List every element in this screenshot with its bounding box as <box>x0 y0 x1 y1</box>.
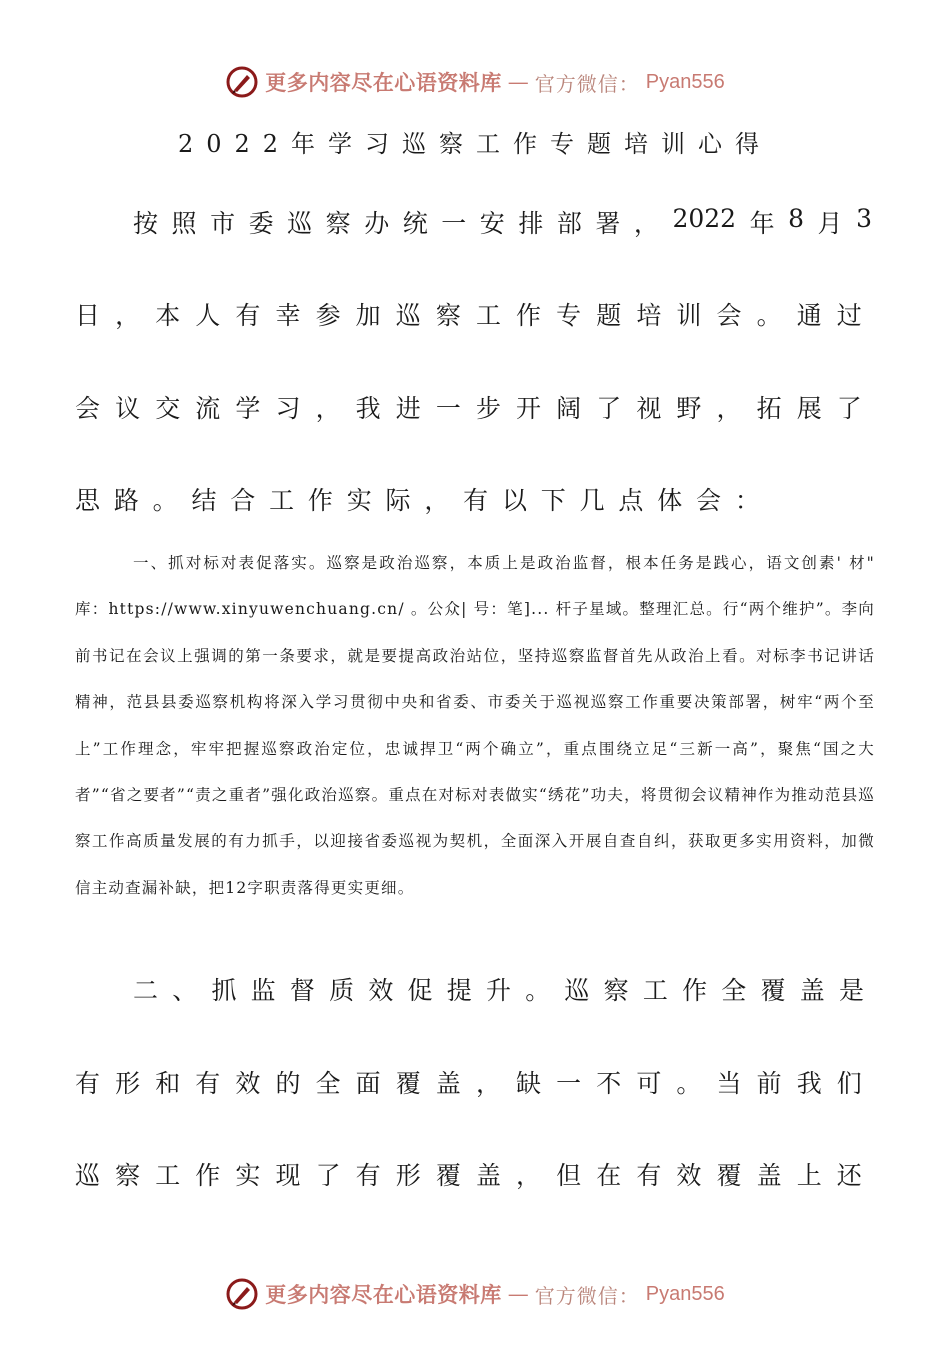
p1-line-4-glyph: 结 <box>191 486 217 515</box>
p1-line-2-glyph: 本 <box>155 301 181 330</box>
p3-line-1-glyph: 工 <box>642 976 668 1005</box>
p3-line-3-glyph: 现 <box>275 1161 301 1190</box>
p1-line-2-glyph: 参 <box>315 301 341 330</box>
p1-line-1-glyph: 按 <box>133 209 159 238</box>
p1-line-1-glyph: 3 <box>856 204 872 233</box>
p1-line-2-glyph: 题 <box>596 301 622 330</box>
p1-line-2-glyph: 训 <box>676 301 702 330</box>
p1-line-3-glyph: 了 <box>596 394 622 423</box>
p3-line-3-glyph: 实 <box>235 1161 261 1190</box>
p1-line-1-glyph: ， <box>633 209 659 238</box>
p1-line-1-glyph: 照 <box>171 209 197 238</box>
banner-wechat-label: 官方微信： <box>534 1283 640 1308</box>
p1-line-2-glyph: 过 <box>836 301 862 330</box>
p1-line-3-glyph: 一 <box>435 394 461 423</box>
p3-line-3-glyph: 上 <box>796 1161 822 1190</box>
pen-logo-icon <box>225 65 259 99</box>
p1-line-4-glyph: ： <box>734 486 760 515</box>
banner-dash: — <box>507 70 529 94</box>
p3-line-3-glyph: ， <box>516 1161 542 1190</box>
p1-line-1-glyph: 8 <box>788 204 805 233</box>
p1-line-4-glyph: 会 <box>696 486 722 515</box>
p3-line-3-glyph: 工 <box>155 1161 181 1190</box>
p3-line-2-glyph: 不 <box>596 1069 622 1098</box>
p1-line-1-glyph: 察 <box>325 209 351 238</box>
p1-line-4-glyph: 下 <box>540 486 566 515</box>
paragraph-one: 一、抓对标对表促落实。巡察是政治巡察，本质上是政治监督，根本任务是践心，语文创素' 材" 库：https://www.xinyuwenchuang.cn/ 。公众| 号：笔]... 杆子星域。整理汇总。行“两个维护”。李向前书记在会议上强调的第一条要求，就是要提高政治站位，坚持巡察监督首先从政治上看。对标李书记讲话精神，范县县委巡察机构将深入学习贯彻中央和省委、市委关于巡视巡察工作重要决策部署，树牢“两个至上”工作理念，牢牢把握巡察政治定位，忠诚捍卫“两个确立”，重点围绕立足“三新一高”，聚焦“国之大者”“省之要者”“责之重者”强化政治巡察。重点在对标对表做实“绣花”功夫，将贯彻会议精神作为推动范县巡察工作高质量发展的有力抓手，以迎接省委巡视为契机，全面深入开展自查自纠，获取更多实用资料，加微信主动查漏补缺，把12字职责落得更实更细。 <box>75 554 875 897</box>
p3-line-3-glyph: 但 <box>556 1161 582 1190</box>
p3-line-1-glyph: 全 <box>721 976 747 1005</box>
p1-line-4-glyph: 合 <box>230 486 256 515</box>
p3-line-1-glyph: 覆 <box>760 976 786 1005</box>
p1-line-1-glyph: 市 <box>210 209 236 238</box>
pen-logo-icon <box>225 1277 259 1311</box>
banner-dash: — <box>507 1282 529 1306</box>
p1-line-2-glyph: 日 <box>75 301 101 330</box>
p1-line-2 <box>75 296 875 332</box>
p1-line-3-glyph: 会 <box>75 394 101 423</box>
p1-line-3-glyph: ， <box>716 394 742 423</box>
p3-line-1-glyph: 效 <box>368 976 394 1005</box>
p3-line-2-glyph: 全 <box>315 1069 341 1098</box>
p1-line-4-glyph: 有 <box>463 486 489 515</box>
p1-line-2-glyph: 。 <box>756 301 782 330</box>
p1-line-3-glyph: 拓 <box>756 394 782 423</box>
p3-line-2-glyph: 前 <box>756 1069 782 1098</box>
banner-wechat-id: Pyan556 <box>645 1282 725 1305</box>
p3-line-3-glyph: 作 <box>195 1161 221 1190</box>
p3-line-3-glyph: 在 <box>596 1161 622 1190</box>
p3-line-3 <box>75 1156 875 1192</box>
p3-line-1-glyph: 督 <box>289 976 315 1005</box>
p1-line-1-glyph: 统 <box>402 209 428 238</box>
p1-line-2-glyph: 培 <box>636 301 662 330</box>
p1-line-3-glyph: 视 <box>636 394 662 423</box>
p3-line-3-glyph: 覆 <box>435 1161 461 1190</box>
p1-line-4-glyph: 。 <box>152 486 178 515</box>
banner-wechat-id: Pyan556 <box>645 70 725 93</box>
p3-line-2-glyph: 们 <box>836 1069 862 1098</box>
p3-line-2-glyph: 当 <box>716 1069 742 1098</box>
p3-line-2 <box>75 1064 875 1100</box>
p1-line-4-glyph: 际 <box>385 486 411 515</box>
p3-line-2-glyph: 可 <box>636 1069 662 1098</box>
p1-line-2-glyph: 通 <box>796 301 822 330</box>
p3-line-2-glyph: 和 <box>155 1069 181 1098</box>
p1-line-3-glyph: 进 <box>395 394 421 423</box>
p1-line-4-glyph: 思 <box>75 486 101 515</box>
p1-line-1-glyph: 办 <box>364 209 390 238</box>
p3-line-3-glyph: 巡 <box>75 1161 101 1190</box>
p1-line-4-glyph: 点 <box>618 486 644 515</box>
p1-line-4-glyph: 几 <box>579 486 605 515</box>
p1-line-3-glyph: 开 <box>516 394 542 423</box>
p3-line-1-glyph: 二 <box>133 976 159 1005</box>
p1-line-1-glyph: 2022 <box>672 204 737 233</box>
p1-line-3-glyph: 交 <box>155 394 181 423</box>
p3-line-1-glyph: 提 <box>446 976 472 1005</box>
p3-line-3-glyph: 还 <box>836 1161 862 1190</box>
p3-line-1-glyph: 抓 <box>211 976 237 1005</box>
p1-line-3-glyph: 展 <box>796 394 822 423</box>
p3-line-2-glyph: 盖 <box>435 1069 461 1098</box>
p1-line-1-glyph: 安 <box>479 209 505 238</box>
p3-line-1-glyph: 察 <box>603 976 629 1005</box>
p3-line-2-glyph: 缺 <box>516 1069 542 1098</box>
banner-main-text: 更多内容尽在心语资料库 <box>265 1282 502 1307</box>
p3-line-3-glyph: 效 <box>676 1161 702 1190</box>
p1-line-1-glyph: 部 <box>556 209 582 238</box>
p1-line-1-glyph: 一 <box>441 209 467 238</box>
p1-line-4-glyph: ， <box>424 486 450 515</box>
p3-line-2-glyph: 效 <box>235 1069 261 1098</box>
p1-line-2-glyph: 幸 <box>275 301 301 330</box>
p1-line-1-glyph: 巡 <box>287 209 313 238</box>
p1-line-3-glyph: 议 <box>115 394 141 423</box>
banner-wechat-label: 官方微信： <box>534 71 640 96</box>
p1-line-3-glyph: 步 <box>475 394 501 423</box>
p1-line-4-glyph: 以 <box>501 486 527 515</box>
p3-line-3-glyph: 察 <box>115 1161 141 1190</box>
p1-line-2-glyph: 作 <box>516 301 542 330</box>
p3-line-3-glyph: 形 <box>395 1161 421 1190</box>
p1-line-4 <box>75 481 875 517</box>
p3-line-1-glyph: 监 <box>250 976 276 1005</box>
p1-line-3-glyph: 习 <box>275 394 301 423</box>
p1-line-3-glyph: 阔 <box>556 394 582 423</box>
p3-line-3-glyph: 了 <box>315 1161 341 1190</box>
p1-line-4-glyph: 体 <box>657 486 683 515</box>
p3-line-2-glyph: 有 <box>75 1069 101 1098</box>
p3-line-2-glyph: ， <box>475 1069 501 1098</box>
p1-line-2-glyph: 人 <box>195 301 221 330</box>
p3-line-3-glyph: 盖 <box>756 1161 782 1190</box>
p3-line-3-glyph: 盖 <box>475 1161 501 1190</box>
p1-line-1-glyph: 月 <box>817 209 843 238</box>
p3-line-2-glyph: 。 <box>676 1069 702 1098</box>
p3-line-3-glyph: 覆 <box>716 1161 742 1190</box>
p1-line-1-glyph: 年 <box>749 209 775 238</box>
p3-line-1-glyph: 盖 <box>799 976 825 1005</box>
p1-line-2-glyph: 专 <box>556 301 582 330</box>
p1-line-4-glyph: 作 <box>307 486 333 515</box>
p3-line-2-glyph: 形 <box>115 1069 141 1098</box>
p3-line-1 <box>133 971 933 1007</box>
p1-line-2-glyph: 加 <box>355 301 381 330</box>
p1-line-3-glyph: 流 <box>195 394 221 423</box>
p3-line-2-glyph: 覆 <box>395 1069 421 1098</box>
p1-line-3-glyph: 了 <box>836 394 862 423</box>
p3-line-1-glyph: 。 <box>525 976 551 1005</box>
p1-line-3-glyph: 我 <box>355 394 381 423</box>
p3-line-1-glyph: 促 <box>407 976 433 1005</box>
watermark-banner-bottom <box>0 1274 950 1314</box>
banner-main-text: 更多内容尽在心语资料库 <box>265 70 502 95</box>
p3-line-1-glyph: 质 <box>329 976 355 1005</box>
p3-line-2-glyph: 一 <box>556 1069 582 1098</box>
p1-line-1-glyph: 委 <box>248 209 274 238</box>
p1-line-2-glyph: 会 <box>716 301 742 330</box>
p3-line-1-glyph: 升 <box>485 976 511 1005</box>
p1-line-1 <box>133 204 872 240</box>
p1-line-2-glyph: 察 <box>435 301 461 330</box>
p3-line-1-glyph: 、 <box>172 976 198 1005</box>
p1-line-3-glyph: ， <box>315 394 341 423</box>
p3-line-3-glyph: 有 <box>355 1161 381 1190</box>
p3-line-2-glyph: 我 <box>796 1069 822 1098</box>
p1-line-3-glyph: 野 <box>676 394 702 423</box>
p3-line-2-glyph: 面 <box>355 1069 381 1098</box>
p3-line-1-glyph: 巡 <box>564 976 590 1005</box>
p3-line-1-glyph: 是 <box>838 976 864 1005</box>
p1-line-2-glyph: ， <box>115 301 141 330</box>
watermark-banner-top <box>0 62 950 102</box>
p1-line-1-glyph: 排 <box>518 209 544 238</box>
p1-line-4-glyph: 实 <box>346 486 372 515</box>
p3-line-3-glyph: 有 <box>636 1161 662 1190</box>
p1-line-3 <box>75 389 875 425</box>
p1-line-4-glyph: 路 <box>113 486 139 515</box>
p1-line-4-glyph: 工 <box>269 486 295 515</box>
p1-line-2-glyph: 巡 <box>395 301 421 330</box>
p3-line-1-glyph: 作 <box>682 976 708 1005</box>
p1-line-1-glyph: 署 <box>595 209 621 238</box>
p1-line-3-glyph: 学 <box>235 394 261 423</box>
document-title: 2022年学习巡察工作专题培训心得 <box>177 130 773 158</box>
p3-line-2-glyph: 有 <box>195 1069 221 1098</box>
p3-line-2-glyph: 的 <box>275 1069 301 1098</box>
p1-line-2-glyph: 工 <box>475 301 501 330</box>
p1-line-2-glyph: 有 <box>235 301 261 330</box>
